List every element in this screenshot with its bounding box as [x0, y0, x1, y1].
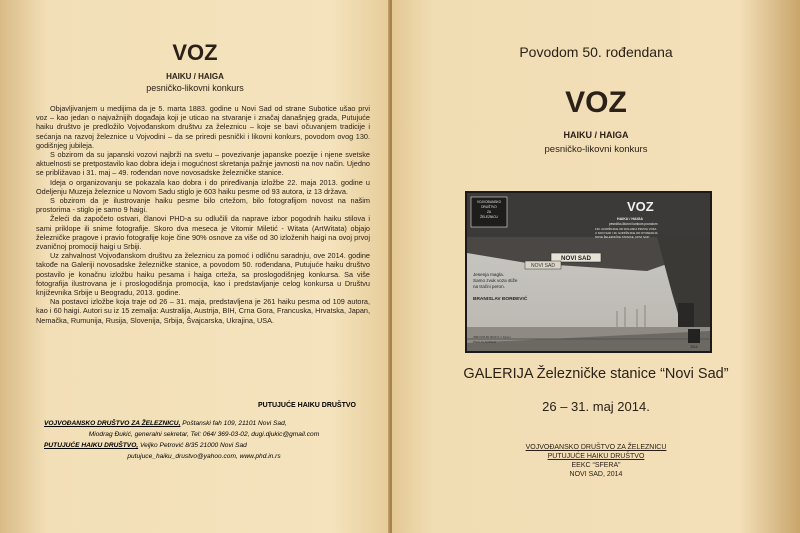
poster-author: BRANISLAV ĐORĐEVIĆ [473, 297, 528, 302]
organizer-line: PUTUJUĆE HAIKU DRUŠTVO [547, 453, 645, 460]
organizer-line: VOJVOĐANSKO DRUŠTVO ZA ŽELEZNICU [525, 444, 667, 451]
poster-year: 2014 [690, 345, 698, 349]
right-subtitle: HAIKU / HAIGA [563, 130, 629, 140]
poster-haiku-line: Jesenja magla. [473, 272, 504, 277]
left-title: VOZ [172, 40, 218, 65]
paragraph: S obzirom da je ilustrovanje haiku pesme bilo crtežom, bilo fotografijom novost na našim prostorima - stiglo je samo 9 haigi. [36, 196, 370, 215]
right-page [392, 0, 800, 533]
poster-box-text: VOJVOĐANSKO [476, 200, 502, 204]
poster-isbn: ISBN 978-86-903271-7-1(bez) [473, 335, 511, 339]
contact-org-2: PUTUJUĆE HAIKU DRUŠTVO, [44, 442, 139, 449]
left-page [0, 0, 390, 533]
poster-station-sign-2: NOVI SAD [531, 263, 555, 269]
left-subtitle: HAIKU / HAIGA [166, 72, 224, 81]
contact-block [44, 418, 364, 462]
right-title: VOZ [565, 86, 627, 119]
paragraph: Objavljivanjem u medijima da je 5. marta 1883. godine u Novi Sad od strane Subotice ušao prvi voz – kao jedan o najvažnijih događaja koji je uticao na stvaranje i značaj današnjeg grada, Putujuće haiku društvo je predložilo Vojvođanskom društvu za železnicu – koje se bavi očuvanjem tradicije i sećanja na razvoj železnice u Vojvodini – da se priredi pesnički i likovni konkurs, povodom ovog 130. godišnjeg jubileja. [36, 104, 370, 150]
poster-haiku-line: Samo zvuk voza stiže [473, 278, 518, 283]
poster-photo-credit: Photo by ArtWitata [473, 340, 497, 344]
right-subtitle-2: pesničko-likovni konkurs [544, 144, 648, 155]
paragraph: Uz zahvalnost Vojvođanskom društvu za železnicu za pomoć i odličnu saradnju, ove 2014. godine takođe na Galeriji novosadske železničke stanice, a povodom 50. rođendana, Putujuće haiku društvo postavilo je konačnu izložbu haiku pesama i haiga crteža, sa proslogodišnjeg konkursa. Sa više fotografija ilustrovana je i proslogodišnja promocija, kao i predstavljanje celog konkursa u Društvu književnika Srbije u Beogradu, 2013. godine. [36, 251, 370, 298]
poster-haiku-line: na tračni peron. [473, 284, 505, 289]
organizer-line: EEKC “SFERA” [571, 462, 621, 469]
poster-image [465, 191, 712, 353]
occasion-line: Povodom 50. rođendana [519, 44, 673, 60]
poster-box-text: ZA [486, 210, 492, 214]
paragraph: Želeći da započeto ostvari, članovi PHD-a su odlučili da naprave izbor pogodnih haiku stilova i sami priklope ili snime fotografije. Skoro dva meseca je Vitomir Miletić - Witata (ArtWitata) objajo železničke pragove i pravio fotografije koje čine 90% osnove za više od 30 izloženih haigi na ovoj prvoj zvaničnoj promociji haigi u Srbiji. [36, 214, 370, 252]
poster-line: 130. GODIŠNJICE OD DOLASKA PRVOG VOZA [595, 227, 657, 231]
exhibition-dates: 26 – 31. maj 2014. [542, 399, 650, 414]
poster-box-text: ŽELEZNICU [480, 215, 498, 219]
contact-address-2: Veljko Petrović 8/35 21000 Novi Sad [140, 442, 247, 449]
contact-org-1: VOJVOĐANSKO DRUŠTVO ZA ŽELEZNICU, [44, 420, 181, 427]
poster-station-sign: NOVI SAD [561, 255, 591, 262]
poster-title: VOZ [627, 199, 654, 214]
signature: PUTUJUĆE HAIKU DRUŠTVO [257, 402, 356, 409]
poster-line: NOVE ŽELEZNIČKE STANICE „NOVI SAD“ [595, 235, 650, 239]
left-subtitle-2: pesničko-likovni konkurs [146, 83, 244, 93]
publisher-logo-icon [688, 329, 700, 343]
contact-address-1: Poštanski fah 109, 21101 Novi Sad, [182, 420, 287, 427]
poster-subtitle-2: pesničko-likovni konkurs povodom [609, 222, 658, 226]
paragraph: S obzirom da su japanski vozovi najbrži na svetu – povezivanje japanske poezije i njene svetske aktuelnosti se pretpostavilo kao dobra ideja i mogućnost skretanja pažnje javnosti na nov način. Ujedno se približavao i 31. maj – 49. rođendan nove novosadske železničke stanice. [36, 150, 370, 178]
poster-photo [467, 193, 710, 351]
left-body-text [36, 104, 370, 325]
contact-person: Miodrag Đukić, generalni sekretar, Tel: 064/ 369-03-02, dugi.djukic@gmail.com [88, 431, 320, 438]
contact-web: putujuce_haiku_drustvo@yahoo.com, www.phd.in.rs [127, 453, 281, 460]
poster-box-text: DRUŠTVO [481, 205, 497, 209]
poster-subtitle: HAIKU / HAIGA [617, 217, 643, 221]
paragraph: Na postavci izložbe koja traje od 26 – 31. maja, predstavljena je 261 haiku pesma od 109 autora, kao i 60 haigi. Autori su iz 15 zemalja: Australija, Austrija, BIH, Crna Gora, Francuska, Hrvatska, Japan, Nemačka, Rumunija, Rusija, Slovenija, Srbija, Švajcarska, Ukrajina, USA. [36, 297, 370, 325]
paragraph: Ideja o organizovanju se pokazala kao dobra i do priređivanja izložbe 22. maja 2013. godine u Odeljenju Muzeja železnice u Novom Sadu stiglo je 603 haiku pesme od 93 autora, iz 13 država. [36, 177, 370, 196]
organizer-line: NOVI SAD, 2014 [569, 471, 623, 478]
organizers [392, 443, 800, 479]
poster-line: U NOVI SAD I 49. GODIŠNJICE OD OTVARANJA [595, 231, 658, 235]
gallery-line: GALERIJA Železničke stanice “Novi Sad” [463, 366, 729, 382]
